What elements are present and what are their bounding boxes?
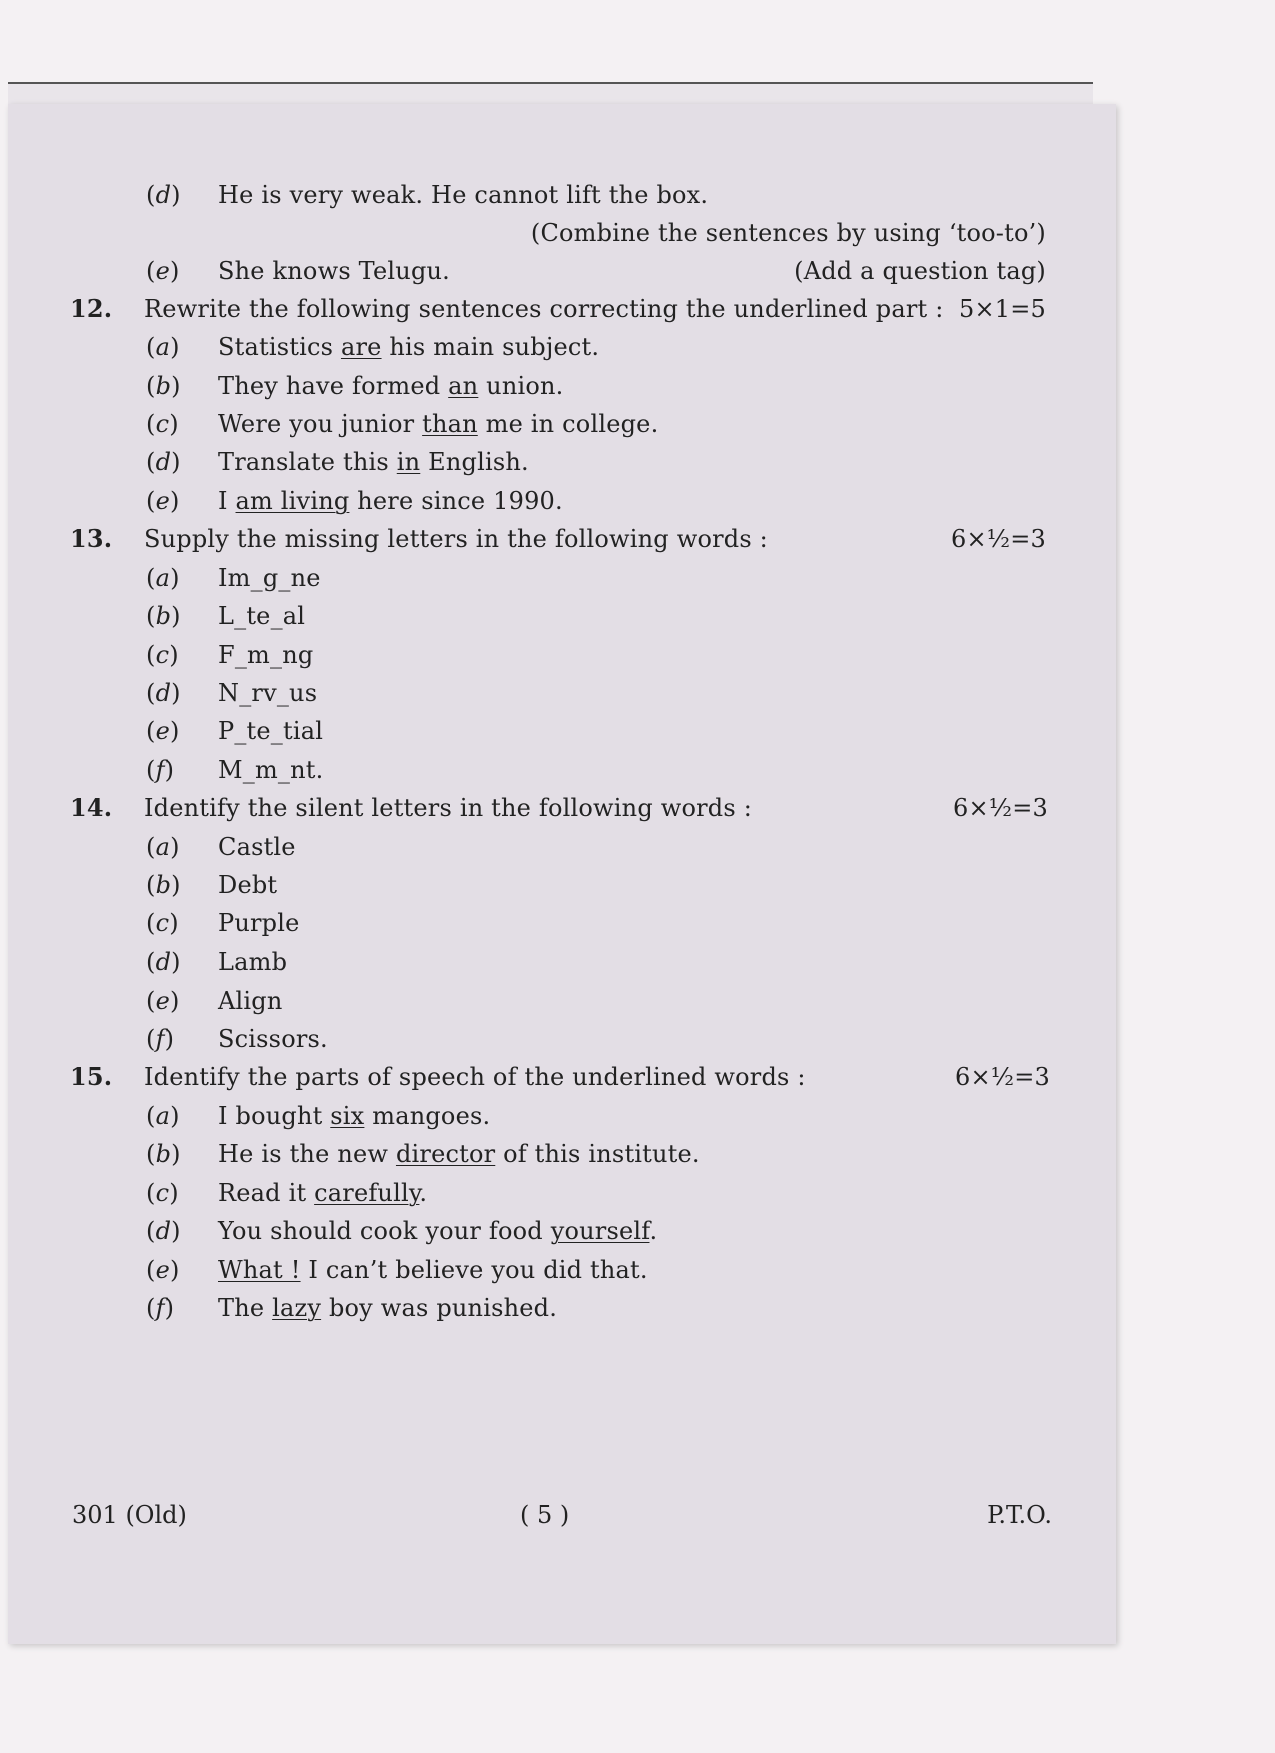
question-number: 12. — [70, 294, 113, 323]
paper-code: 301 (Old) — [72, 1501, 187, 1529]
q12-heading — [58, 294, 1058, 324]
page-footer — [58, 1500, 1058, 1530]
marks: 6×½=3 — [952, 794, 1048, 822]
q15-heading — [58, 1062, 1058, 1092]
pto-note: P.T.O. — [987, 1501, 1052, 1529]
q11-item-d: (d) He is very weak. He cannot lift the box. — [146, 181, 709, 209]
q11-item-d-note: (Combine the sentences by using ‘too-to’) — [530, 219, 1046, 247]
page-number: ( 5 ) — [520, 1501, 570, 1529]
q14-heading — [58, 793, 1058, 823]
question-number: 15. — [70, 1062, 113, 1091]
question-prompt: Identify the silent letters in the following words : — [144, 794, 752, 822]
marks: 6×½=3 — [954, 1063, 1050, 1091]
question-number: 14. — [70, 793, 113, 822]
marks: 5×1=5 — [958, 295, 1046, 323]
question-prompt: Supply the missing letters in the following words : — [144, 525, 768, 553]
question-prompt: Rewrite the following sentences correcting the underlined part : — [144, 295, 944, 323]
q11-item-e: (e) She knows Telugu. (Add a question tag) — [146, 257, 1046, 285]
question-number: 13. — [70, 524, 113, 553]
q13-heading — [58, 524, 1058, 554]
marks: 6×½=3 — [950, 525, 1046, 553]
question-prompt: Identify the parts of speech of the underlined words : — [144, 1063, 806, 1091]
